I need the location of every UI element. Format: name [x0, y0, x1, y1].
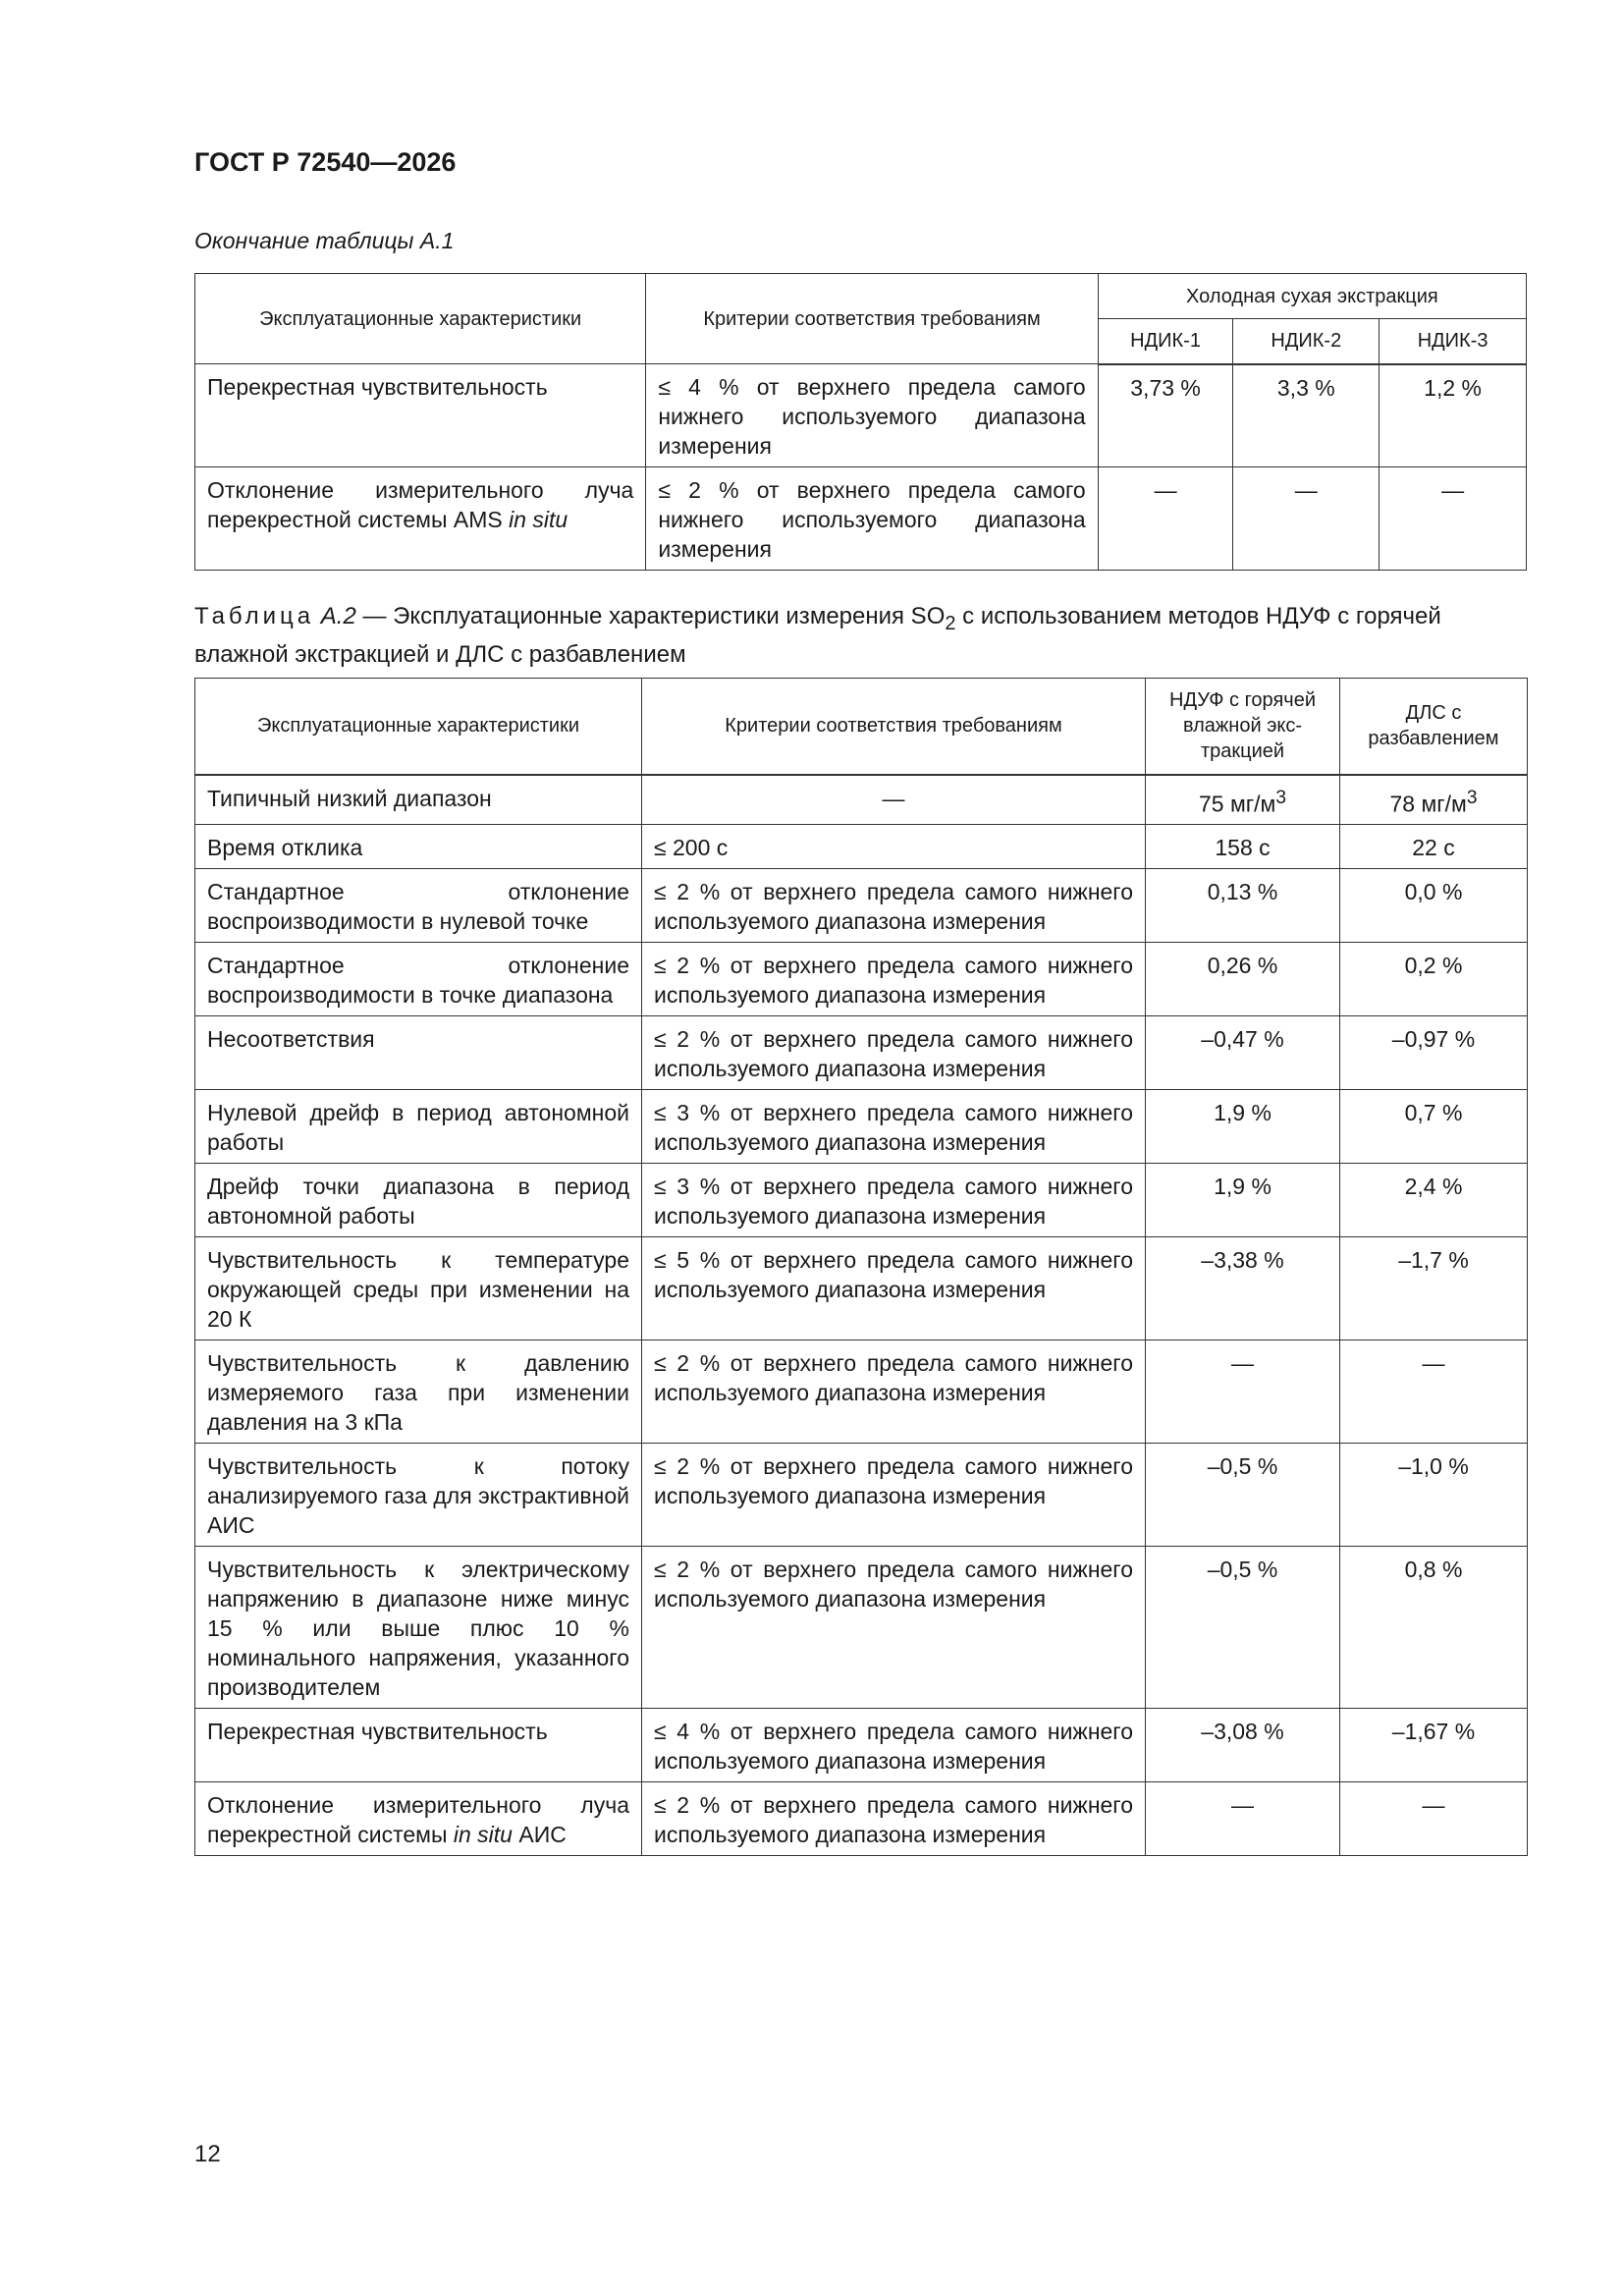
table-row — [195, 1444, 1528, 1547]
table-2-caption-subscript: 2 — [945, 612, 956, 634]
table-row — [195, 1237, 1528, 1340]
characteristic-cell: Чувствительность к потоку анализируемого газа для экстрактивной АИС — [195, 1444, 642, 1547]
characteristic-cell: Чувствительность к температуре окружающей среды при изменении на 20 К — [195, 1237, 642, 1340]
table-2-header-nduf: НДУФ с горячей влажной экс-тракцией — [1146, 679, 1340, 775]
table-1-header-ndik3: НДИК-3 — [1380, 319, 1527, 364]
table-row — [195, 467, 1527, 571]
criterion-cell: ≤ 2 % от верхнего предела самого нижнего используемого диапазона измерения — [642, 1016, 1146, 1090]
table-1-header-criteria: Критерии соответствия требованиям — [646, 274, 1098, 364]
value-superscript: 3 — [1275, 787, 1287, 808]
table-2-caption-text: — Эксплуатационные характеристики измерения SO — [355, 603, 946, 629]
table-row — [195, 775, 1528, 825]
criterion-cell: ≤ 200 с — [642, 825, 1146, 869]
characteristic-cell: Нулевой дрейф в период автономной работы — [195, 1090, 642, 1164]
table-row — [195, 1090, 1528, 1164]
value-cell: 22 с — [1340, 825, 1528, 869]
criterion-cell: ≤ 3 % от верхнего предела самого нижнего используемого диапазона измерения — [642, 1090, 1146, 1164]
value-cell: — — [1380, 467, 1527, 571]
characteristic-cell — [195, 467, 646, 571]
table-2-header-characteristics: Эксплуатационные характеристики — [195, 679, 642, 775]
criterion-cell: ≤ 3 % от верхнего предела самого нижнего используемого диапазона измерения — [642, 1164, 1146, 1237]
criterion-cell: ≤ 2 % от верхнего предела самого нижнего используемого диапазона измерения — [642, 943, 1146, 1016]
characteristic-cell — [195, 1782, 642, 1856]
characteristic-text: Отклонение измерительного луча перекрестной системы AMS — [207, 477, 634, 532]
value-cell: 0,7 % — [1340, 1090, 1528, 1164]
value-cell: –0,47 % — [1146, 1016, 1340, 1090]
value-cell: –0,5 % — [1146, 1547, 1340, 1709]
criterion-cell: ≤ 4 % от верхнего предела самого нижнего используемого диапазона измерения — [642, 1709, 1146, 1782]
table-1-header-characteristics: Эксплуатационные характеристики — [195, 274, 646, 364]
value-cell: –0,97 % — [1340, 1016, 1528, 1090]
table-2-caption-number: А.2 — [320, 603, 356, 629]
characteristic-italic: in situ — [453, 1822, 513, 1848]
value-text: 78 мг/м — [1389, 791, 1467, 817]
value-text: 75 мг/м — [1198, 791, 1276, 817]
table-2 — [194, 678, 1528, 1856]
characteristic-cell: Перекрестная чувствительность — [195, 364, 646, 467]
criterion-cell: ≤ 2 % от верхнего предела самого нижнего используемого диапазона измерения — [642, 1340, 1146, 1444]
value-cell: — — [1233, 467, 1380, 571]
characteristic-text: Отклонение измерительного луча перекрестной системы — [207, 1792, 629, 1848]
value-cell: — — [1146, 1782, 1340, 1856]
value-cell: — — [1340, 1782, 1528, 1856]
characteristic-cell: Стандартное отклонение воспроизводимости в нулевой точке — [195, 869, 642, 943]
criterion-cell: ≤ 2 % от верхнего предела самого нижнего используемого диапазона измерения — [646, 467, 1098, 571]
table-1-header-ndik1: НДИК-1 — [1098, 319, 1233, 364]
value-cell: –3,08 % — [1146, 1709, 1340, 1782]
value-cell: 1,9 % — [1146, 1090, 1340, 1164]
characteristic-cell: Чувствительность к давлению измеряемого газа при изменении давления на 3 кПа — [195, 1340, 642, 1444]
value-cell: — — [1340, 1340, 1528, 1444]
criterion-cell: ≤ 5 % от верхнего предела самого нижнего используемого диапазона измерения — [642, 1237, 1146, 1340]
characteristic-cell: Перекрестная чувствительность — [195, 1709, 642, 1782]
page-number: 12 — [194, 2141, 221, 2167]
value-cell: 0,26 % — [1146, 943, 1340, 1016]
table-row — [195, 1547, 1528, 1709]
table-row — [195, 825, 1528, 869]
table-1-caption: Окончание таблицы А.1 — [194, 228, 455, 253]
value-cell: –3,38 % — [1146, 1237, 1340, 1340]
criterion-cell: — — [642, 775, 1146, 825]
table-row — [195, 1340, 1528, 1444]
value-cell: 158 с — [1146, 825, 1340, 869]
value-cell: — — [1098, 467, 1233, 571]
value-cell: 3,73 % — [1098, 364, 1233, 467]
criterion-cell: ≤ 2 % от верхнего предела самого нижнего используемого диапазона измерения — [642, 869, 1146, 943]
table-1-header-ndik2: НДИК-2 — [1233, 319, 1380, 364]
characteristic-cell: Дрейф точки диапазона в период автономной работы — [195, 1164, 642, 1237]
characteristic-italic: in situ — [509, 507, 568, 532]
value-cell: — — [1146, 1340, 1340, 1444]
value-cell: –0,5 % — [1146, 1444, 1340, 1547]
value-superscript: 3 — [1466, 787, 1478, 808]
characteristic-text-end: АИС — [512, 1822, 567, 1848]
table-2-caption-label: Таблица — [194, 603, 315, 629]
value-cell: 0,0 % — [1340, 869, 1528, 943]
value-cell: 1,9 % — [1146, 1164, 1340, 1237]
value-cell: –1,0 % — [1340, 1444, 1528, 1547]
table-row — [195, 1016, 1528, 1090]
table-2-caption — [194, 601, 1525, 671]
document-title: ГОСТ Р 72540—2026 — [194, 147, 457, 177]
table-1 — [194, 273, 1527, 571]
table-1-header-group: Холодная сухая экстракция — [1098, 274, 1526, 319]
criterion-cell: ≤ 2 % от верхнего предела самого нижнего используемого диапазона измерения — [642, 1444, 1146, 1547]
value-cell — [1146, 775, 1340, 825]
value-cell: –1,67 % — [1340, 1709, 1528, 1782]
table-row — [195, 869, 1528, 943]
criterion-cell: ≤ 2 % от верхнего предела самого нижнего используемого диапазона измерения — [642, 1547, 1146, 1709]
value-cell — [1340, 775, 1528, 825]
criterion-cell: ≤ 2 % от верхнего предела самого нижнего используемого диапазона измерения — [642, 1782, 1146, 1856]
value-cell: –1,7 % — [1340, 1237, 1528, 1340]
characteristic-cell: Стандартное отклонение воспроизводимости в точке диапазона — [195, 943, 642, 1016]
characteristic-cell: Несоответствия — [195, 1016, 642, 1090]
value-cell: 0,8 % — [1340, 1547, 1528, 1709]
table-row — [195, 1709, 1528, 1782]
value-cell: 0,13 % — [1146, 869, 1340, 943]
criterion-cell: ≤ 4 % от верхнего предела самого нижнего используемого диапазона измерения — [646, 364, 1098, 467]
table-row — [195, 943, 1528, 1016]
characteristic-cell: Чувствительность к электрическому напряжению в диапазоне ниже минус 15 % или выше плюс 10 % номинального напряжения, указанного производителем — [195, 1547, 642, 1709]
value-cell: 2,4 % — [1340, 1164, 1528, 1237]
characteristic-cell: Время отклика — [195, 825, 642, 869]
table-row — [195, 1164, 1528, 1237]
table-row — [195, 1782, 1528, 1856]
characteristic-cell: Типичный низкий диапазон — [195, 775, 642, 825]
table-2-header-criteria: Критерии соответствия требованиям — [642, 679, 1146, 775]
table-row — [195, 364, 1527, 467]
table-2-header-dls: ДЛС с разбавлением — [1340, 679, 1528, 775]
value-cell: 3,3 % — [1233, 364, 1380, 467]
value-cell: 1,2 % — [1380, 364, 1527, 467]
value-cell: 0,2 % — [1340, 943, 1528, 1016]
table-2-caption-text-end: с использованием методов НДУФ с горячей влажной экстракцией и ДЛС с разбавлением — [194, 603, 1441, 668]
